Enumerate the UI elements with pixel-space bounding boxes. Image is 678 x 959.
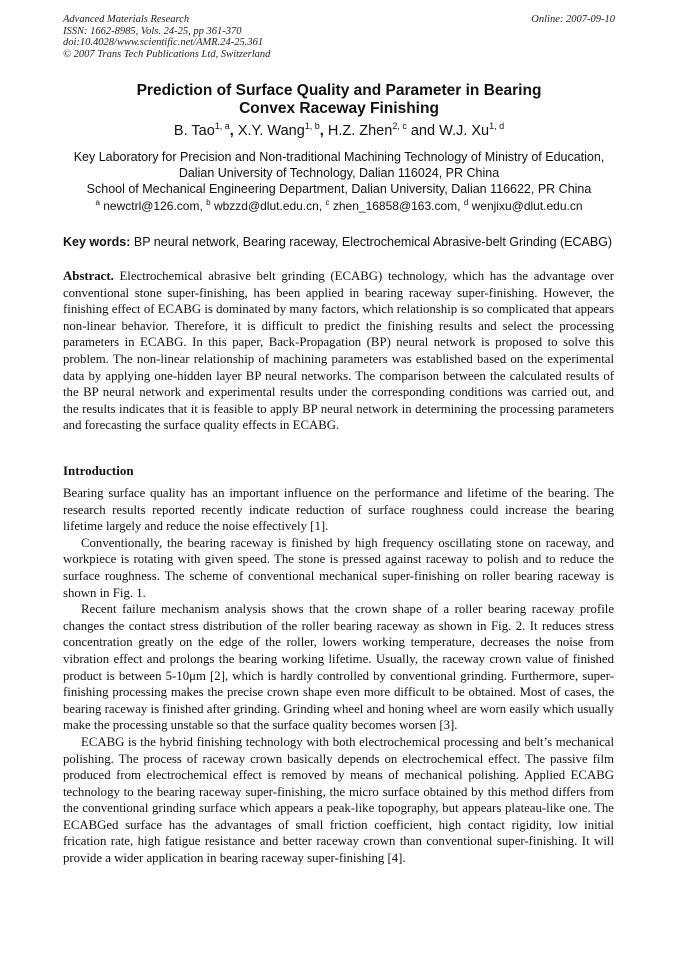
journal-issn: ISSN: 1662-8985, Vols. 24-25, pp 361-370 <box>63 25 242 37</box>
author-name: B. Tao <box>173 123 215 139</box>
intro-paragraph: ECABG is the hybrid finishing technology with both electrochemical processing and belt’s mechanical polishing. The process of raceway crown basically depends on electrochemical effect. The passive film produced from electrochemical effect is removed by means of mechanical polishing. Applied ECABG technology to the bearing raceway super-finishing, the micro surface obtained by this method differs from the conventional grinding surface which appears a peak-like topography, but appears plateau-like one. The ECABGed surface has the advantages of small friction coefficient, high contact rigidity, low initial frication rate, high fatigue resistance and better raceway crown than conventional super-finishing. It will provide a wider application in bearing raceway super-finishing [4]. <box>63 734 614 866</box>
abstract-paragraph <box>63 268 614 434</box>
author-name: H.Z. Zhen <box>327 123 393 139</box>
email-mark: b <box>206 198 211 207</box>
abstract-label: Abstract. <box>63 269 114 283</box>
title-line-2: Convex Raceway Finishing <box>239 100 439 117</box>
author-list: B. Tao$^{1, a}$, X.Y. Wang$^{1, b}$, H.Z. Zhen$^{2, c}$ and W.J. Xu$^{1, d}$ <box>173 121 505 139</box>
author-affil-mark: 1, d <box>489 121 505 132</box>
author-conjunction: and <box>410 123 436 139</box>
keywords-label: Key words: <box>63 235 131 249</box>
online-date: Online: 2007-09-10 <box>531 14 615 25</box>
abstract-text: Electrochemical abrasive belt grinding (ECABG) technology, which has the advantage over conventional stone super-finishing, has been applied in bearing raceway super-finishing. However, the finishing effect of ECABG is dominated by many factors, which relationship is so complicated that appears non-linear behavior. Therefore, it is difficult to predict the finishing results and select the processing parameters in ECABG. In this paper, Back-Propagation (BP) neural network is proposed to solve this problem. The non-linear relationship of machining parameters was established based on the experimental data by applying one-hidden layer BP neural networks. The comparison between the calculated results of the BP neural network and experimental results under the corresponding conditions was carried out, and the results indicates that it is feasible to apply BP neural network in determining the processing parameters and forecasting the surface quality effects in ECABG. <box>63 269 614 433</box>
paper-title <box>60 82 618 118</box>
journal-name: Advanced Materials Research <box>63 14 190 25</box>
keywords <box>63 234 623 250</box>
email-address: wenjixu@dlut.edu.cn <box>471 199 583 213</box>
section-heading-introduction: Introduction <box>63 463 134 478</box>
journal-header <box>63 14 615 60</box>
abstract <box>63 268 614 434</box>
author-emails <box>58 198 620 214</box>
author-affil-mark: 1, a <box>214 121 230 132</box>
author-name: W.J. Xu <box>439 123 490 139</box>
intro-paragraph: Recent failure mechanism analysis shows that the crown shape of a roller bearing raceway profile changes the contact stress distribution of the roller bearing raceway as shown in Fig. 2. It reduces stress concentration greatly on the edge of the roller, lowers working temperature, decreases the noise from vibration effect and prolongs the bearing working lifetime. Usually, the raceway crown value of finished product is between 5-10μm [2], which is hardly controlled by conventional grinding. Furthermore, super-finishing processing makes the precise crown shape even more difficult to be obtained. Most of cases, the bearing raceway is finished after grinding. Grinding wheel and honing wheel are worn easily which usually make the processing unstable so that the surface quality becomes worsen [3]. <box>63 602 614 733</box>
email-address: wbzzd@dlut.edu.cn, <box>213 199 323 213</box>
title-line-1: Prediction of Surface Quality and Parameter in Bearing <box>136 82 542 99</box>
email-address: zhen_16858@163.com, <box>332 199 461 213</box>
email-mark: c <box>325 198 330 207</box>
email-address: newctrl@126.com, <box>103 199 203 213</box>
author-affil-mark: 1, b <box>304 121 320 132</box>
author-affil-mark: 2, c <box>392 121 407 132</box>
journal-copyright: © 2007 Trans Tech Publications Ltd, Switzerland <box>63 48 271 60</box>
affiliation-1 <box>58 149 620 181</box>
affiliation-1-line-2: Dalian University of Technology, Dalian 116024, PR China <box>178 166 500 180</box>
intro-paragraph: Conventionally, the bearing raceway is finished by high frequency oscillating stone on raceway, and workpiece is rotating with given speed. The stone is pressed against raceway to polish and to reduce the surface roughness. The scheme of conventional mechanical super-finishing on roller bearing raceway is shown in Fig. 1. <box>63 535 614 600</box>
affiliation-1-line-1: Key Laboratory for Precision and Non-traditional Machining Technology of Ministry of Education, <box>73 150 605 164</box>
intro-paragraph: Bearing surface quality has an important influence on the performance and lifetime of the bearing. The research results reported recently indicate reduction of surface roughness could increase the bearing lifetime largely and reduce the noise effectively [1]. <box>63 486 614 534</box>
journal-doi: doi:10.4028/www.scientific.net/AMR.24-25.361 <box>63 37 264 48</box>
affiliation-2: School of Mechanical Engineering Department, Dalian University, Dalian 116622, PR China <box>86 182 592 196</box>
email-mark: a <box>95 198 100 207</box>
author-name: X.Y. Wang <box>237 123 305 139</box>
introduction-body <box>63 485 614 867</box>
keywords-text: BP neural network, Bearing raceway, Electrochemical Abrasive-belt Grinding (ECABG) <box>133 235 613 249</box>
email-mark: d <box>463 198 469 207</box>
